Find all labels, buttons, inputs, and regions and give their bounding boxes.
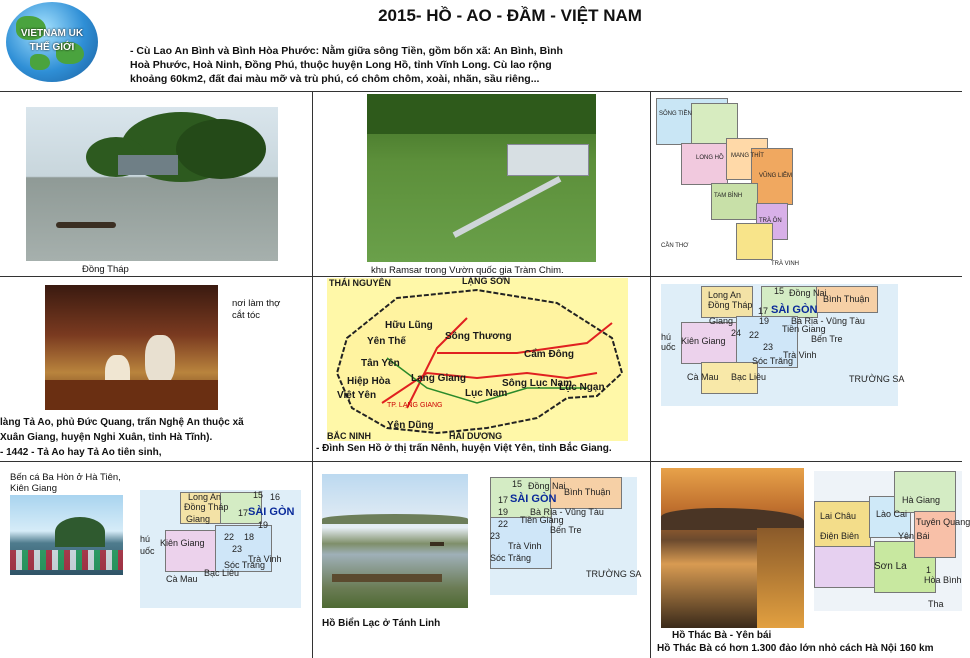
dong-thap-photo bbox=[26, 107, 278, 261]
divider bbox=[312, 91, 313, 658]
bien-lac-lake-photo bbox=[322, 474, 468, 608]
bac-giang-map bbox=[327, 278, 628, 441]
map-label: Trà Vinh bbox=[508, 541, 542, 551]
map-label: Bến Tre bbox=[550, 525, 582, 535]
map-label: 16 bbox=[270, 492, 281, 502]
map-label: Sông Thương bbox=[445, 331, 512, 342]
map-label: Yên Bái bbox=[898, 531, 930, 541]
intro-line: khoảng 60km2, đất đai màu mỡ và trù phú, có chôm chôm, xoài, nhãn, sầu riêng... bbox=[130, 73, 540, 85]
map-label: SÔNG TIỀN bbox=[659, 111, 692, 117]
ta-ao-line: làng Tả Ao, phủ Đức Quang, trấn Nghệ An thuộc xã bbox=[0, 417, 244, 428]
ta-ao-line: Xuân Giang, huyện Nghi Xuân, tỉnh Hà Tĩnh). bbox=[0, 432, 213, 443]
map-label: 22 bbox=[498, 519, 509, 529]
ha-tien-caption-line: Kiên Giang bbox=[10, 483, 58, 494]
map-label: uốc bbox=[661, 342, 676, 352]
dong-thap-caption: Đồng Tháp bbox=[82, 264, 129, 275]
map-label: Long An bbox=[188, 492, 222, 502]
map-label: 23 bbox=[490, 531, 501, 541]
map-label: Bà Rịa - Vũng Tàu bbox=[530, 507, 604, 517]
divider bbox=[0, 461, 962, 462]
map-label: Tuyên Quang bbox=[916, 517, 970, 527]
map-label: Hữu Lũng bbox=[385, 320, 433, 331]
map-label: Tân Yên bbox=[361, 358, 400, 369]
map-label: Bến Tre bbox=[811, 334, 843, 344]
map-label: 17 bbox=[498, 495, 509, 505]
logo-text-line2: THẾ GIỚI bbox=[29, 42, 75, 53]
map-label: Bạc Liêu bbox=[204, 568, 240, 578]
thac-ba-lake-photo bbox=[661, 468, 804, 628]
map-label: Trà Vinh bbox=[248, 554, 282, 564]
map-label: Hiệp Hòa bbox=[347, 376, 391, 387]
map-label: 24 bbox=[731, 328, 742, 338]
tram-chim-photo bbox=[367, 94, 596, 262]
map-label: SÀI GÒN bbox=[248, 506, 295, 518]
map-label: TRÀ ÔN bbox=[759, 218, 782, 224]
map-label: 17 bbox=[758, 306, 769, 316]
map-label: Lạng Giang bbox=[411, 373, 466, 384]
map-label: Trà Vinh bbox=[783, 350, 817, 360]
map-label: SÀI GÒN bbox=[771, 304, 818, 316]
map-label: Tiền Giang bbox=[520, 515, 564, 525]
map-label: Tha bbox=[928, 599, 944, 609]
map-label: Đồng Nai bbox=[528, 481, 566, 491]
map-label: Kiên Giang bbox=[160, 538, 205, 548]
map-label: TRƯỜNG SA bbox=[849, 374, 905, 384]
map-label: Cà Mau bbox=[687, 372, 719, 382]
map-label: Cà Mau bbox=[166, 574, 198, 584]
map-label: HẢI DƯƠNG bbox=[449, 431, 503, 441]
bien-lac-caption: Hồ Biển Lạc ở Tánh Linh bbox=[322, 618, 441, 629]
map-label: Bình Thuận bbox=[564, 487, 611, 497]
map-label: uốc bbox=[140, 546, 155, 556]
map-label: Bạc Liêu bbox=[731, 372, 767, 382]
map-label: CẦN THƠ bbox=[661, 243, 689, 249]
map-label: Lục Nam bbox=[465, 388, 508, 399]
map-label: Bà Rịa - Vũng Tàu bbox=[791, 316, 865, 326]
map-label: 19 bbox=[258, 520, 269, 530]
tram-chim-caption: khu Ramsar trong Vườn quốc gia Tràm Chim. bbox=[371, 265, 564, 276]
logo-text-line1: VIETNAM UK bbox=[20, 28, 84, 39]
map-label: VŨNG LIÊM bbox=[759, 173, 793, 179]
thac-ba-description: Hồ Thác Bà có hơn 1.300 đảo lớn nhỏ cách Hà Nội 160 km bbox=[657, 643, 934, 654]
map-label: Long An bbox=[708, 290, 742, 300]
page-title: 2015- HỒ - AO - ĐẦM - VIỆT NAM bbox=[378, 6, 642, 25]
south-vietnam-map-small bbox=[140, 490, 301, 608]
vinh-long-map bbox=[651, 93, 814, 271]
map-label: Lào Cai bbox=[876, 509, 908, 519]
map-label: Lục Ngạn bbox=[559, 382, 605, 393]
intro-paragraph bbox=[130, 44, 600, 86]
map-label: 19 bbox=[759, 316, 770, 326]
map-label: Điện Biên bbox=[820, 531, 860, 541]
map-label: Lai Châu bbox=[820, 511, 857, 521]
map-label: Giang bbox=[186, 514, 211, 524]
ta-ao-altar-photo bbox=[45, 285, 218, 410]
map-label: Sóc Trăng bbox=[752, 356, 794, 366]
thac-ba-caption: Hồ Thác Bà - Yên bái bbox=[672, 630, 772, 641]
map-label: Đồng Nai bbox=[789, 288, 827, 298]
map-label: 17 bbox=[238, 508, 249, 518]
ha-tien-harbor-photo bbox=[10, 495, 123, 575]
map-label: 22 bbox=[224, 532, 235, 542]
map-label: Sóc Trăng bbox=[224, 560, 266, 570]
map-label: 15 bbox=[512, 479, 523, 489]
south-vietnam-map bbox=[661, 284, 905, 406]
map-label: Giang bbox=[709, 316, 734, 326]
ta-ao-text bbox=[0, 415, 300, 460]
map-label: Bình Thuận bbox=[823, 294, 870, 304]
ta-ao-line: - 1442 - Tả Ao hay Tả Ao tiên sinh, bbox=[0, 447, 162, 458]
map-label: Kiên Giang bbox=[681, 336, 726, 346]
side-note: nơi làm thợ cắt tóc bbox=[232, 298, 281, 321]
map-label: Cẩm Đông bbox=[524, 349, 574, 360]
map-label: Yên Thế bbox=[367, 336, 406, 347]
map-label: THÁI NGUYÊN bbox=[329, 278, 392, 288]
bac-giang-caption: - Đình Sen Hồ ở thị trấn Nênh, huyện Việt Yên, tỉnh Bắc Giang. bbox=[316, 443, 612, 454]
map-label: 15 bbox=[253, 490, 264, 500]
ha-tien-caption bbox=[10, 472, 121, 494]
map-label: Hòa Bình bbox=[924, 575, 962, 585]
divider bbox=[0, 91, 962, 92]
intro-line: Hoà Phước, Hoà Ninh, Đồng Phú, thuộc huyện Long Hồ, tỉnh Vĩnh Long. Cù lao rộng bbox=[130, 59, 552, 71]
map-label: 18 bbox=[244, 532, 255, 542]
map-label: LẠNG SƠN bbox=[462, 276, 511, 286]
map-label: TRƯỜNG SA bbox=[586, 569, 642, 579]
map-label: 1 bbox=[926, 565, 932, 575]
intro-line: - Cù Lao An Bình và Bình Hòa Phước: Nằm giữa sông Tiền, gồm bốn xã: An Bình, Bình bbox=[130, 45, 563, 57]
ha-tien-caption-line: Bến cá Ba Hòn ở Hà Tiên, bbox=[10, 472, 121, 483]
map-label: Việt Yên bbox=[337, 390, 377, 401]
map-label: hú bbox=[661, 332, 672, 342]
map-label: TRÀ VINH bbox=[771, 261, 800, 267]
map-label: Yên Dũng bbox=[387, 420, 434, 431]
map-label: BẮC NINH bbox=[327, 431, 371, 441]
map-label: Tiền Giang bbox=[782, 324, 826, 334]
map-label: 22 bbox=[749, 330, 760, 340]
map-label: 19 bbox=[498, 507, 509, 517]
map-label: Đồng Tháp bbox=[184, 502, 229, 512]
map-label: 23 bbox=[763, 342, 774, 352]
map-label: SÀI GÒN bbox=[510, 493, 557, 505]
map-label: Sóc Trăng bbox=[490, 553, 532, 563]
vietnam-uk-logo bbox=[6, 2, 98, 82]
map-label: Sông Lục Nam bbox=[502, 378, 573, 389]
north-vietnam-map bbox=[814, 471, 970, 611]
map-label: TP. LẠNG GIANG bbox=[387, 402, 443, 409]
map-label: 23 bbox=[232, 544, 243, 554]
south-vietnam-map-crop bbox=[490, 477, 642, 595]
map-label: TAM BÌNH bbox=[714, 193, 743, 199]
map-label: MANG THÍT bbox=[731, 153, 764, 159]
map-label: Sơn La bbox=[874, 561, 907, 572]
map-label: Đồng Tháp bbox=[708, 300, 753, 310]
map-label: Hà Giang bbox=[902, 495, 941, 505]
map-label: 15 bbox=[774, 286, 785, 296]
map-label: LONG HỒ bbox=[696, 155, 724, 161]
map-label: hú bbox=[140, 534, 151, 544]
